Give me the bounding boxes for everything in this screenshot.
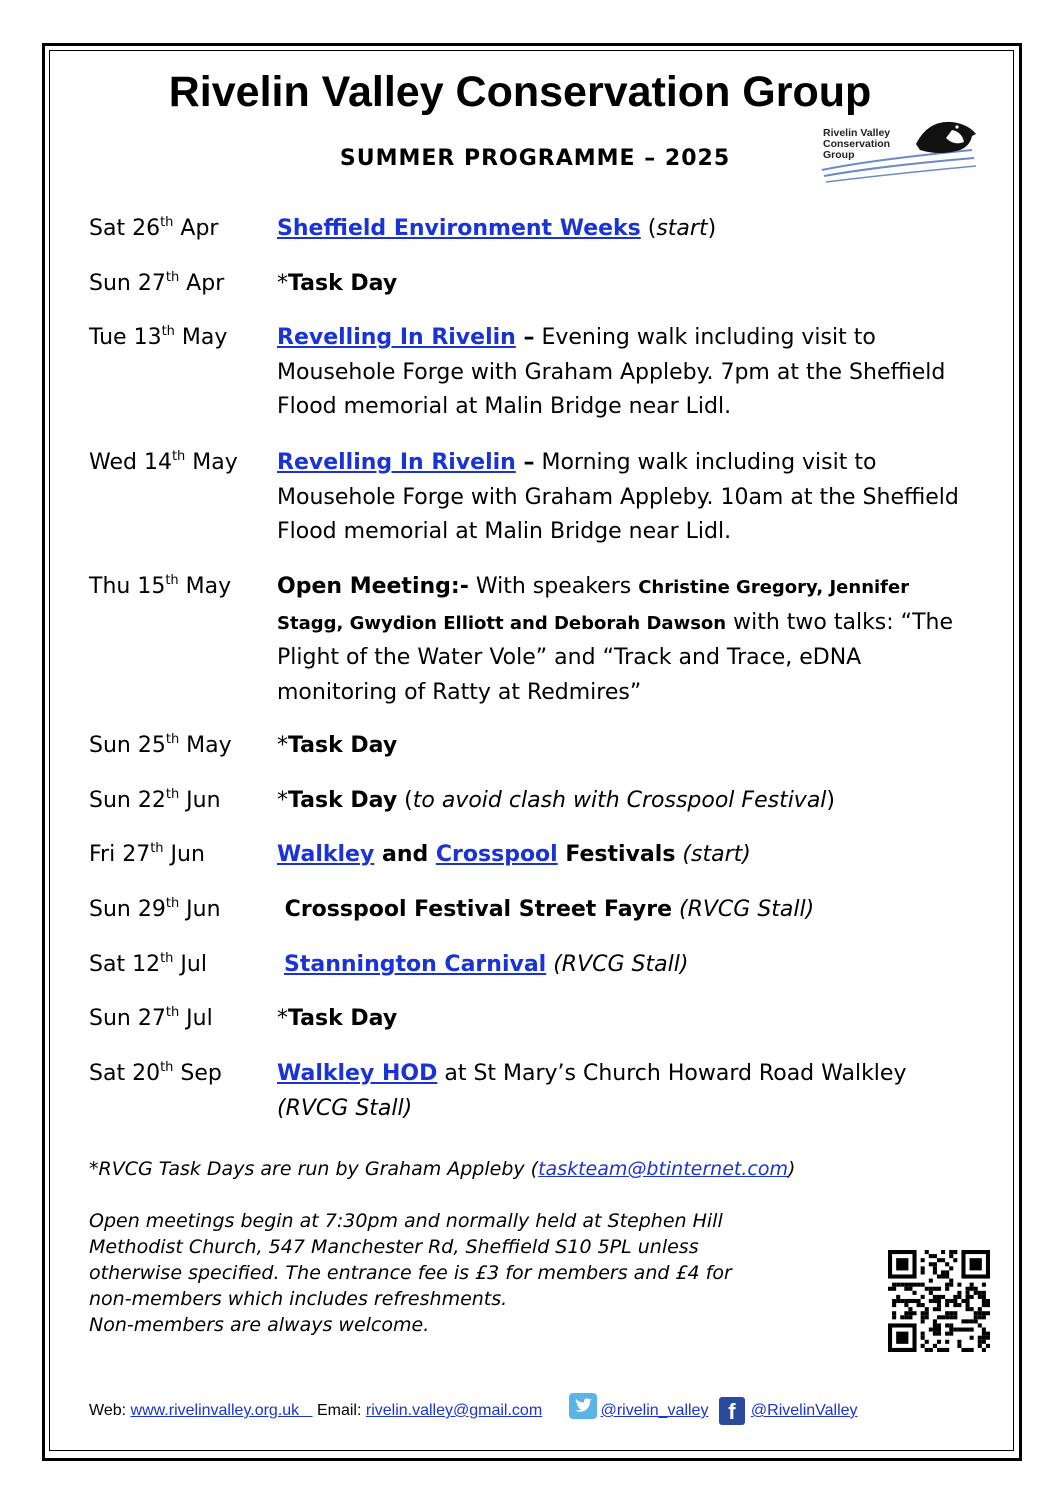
event-day: Sat 26 bbox=[89, 216, 161, 241]
event-link[interactable]: Sheffield Environment Weeks bbox=[277, 216, 641, 241]
event-text: with two talks: “The Plight of the Water Vole” and “Track and Trace, eDNA monitoring of Ratty at Redmires” bbox=[277, 609, 960, 705]
event-link[interactable]: Stannington Carnival bbox=[284, 952, 547, 977]
event-date bbox=[89, 1057, 222, 1092]
event-text: Morning walk including visit to Mousehole Forge with Graham Appleby. 10am at the Sheffield Flood memorial at Malin Bridge near Lidl. bbox=[277, 450, 966, 544]
event-text: ) bbox=[707, 216, 717, 241]
facebook-handle-link[interactable]: @RivelinValley bbox=[750, 1402, 858, 1419]
event-text: Task Day bbox=[288, 733, 398, 758]
event-text: Open Meeting:- bbox=[277, 574, 469, 599]
event-ordinal: th bbox=[160, 215, 174, 230]
event-description bbox=[277, 838, 977, 873]
event-link[interactable]: Walkley bbox=[277, 842, 375, 867]
event-description bbox=[277, 729, 977, 764]
website-link[interactable]: www.rivelinvalley.org.uk bbox=[130, 1402, 313, 1419]
event-date bbox=[89, 1002, 213, 1037]
event-date bbox=[89, 893, 221, 928]
event-description bbox=[277, 570, 977, 710]
event-text: * bbox=[277, 1006, 288, 1031]
open-meetings-note bbox=[89, 1208, 732, 1338]
event-day: Sun 25 bbox=[89, 733, 166, 758]
event-month: May bbox=[185, 450, 238, 475]
event-text: ) bbox=[826, 788, 836, 813]
email-link[interactable]: rivelin.valley@gmail.com bbox=[365, 1402, 543, 1419]
event-ordinal: th bbox=[165, 787, 180, 802]
event-text: and bbox=[374, 842, 436, 867]
event-ordinal: th bbox=[165, 896, 180, 911]
programme-subtitle: SUMMER PROGRAMME – 2025 bbox=[339, 146, 731, 171]
event-ordinal: th bbox=[161, 324, 175, 339]
event-text: * bbox=[277, 733, 288, 758]
event-month: Apr bbox=[179, 271, 225, 296]
event-day: Fri 27 bbox=[89, 842, 151, 867]
event-date bbox=[89, 729, 232, 764]
event-link[interactable]: Revelling In Rivelin bbox=[277, 450, 516, 475]
task-days-close: ) bbox=[787, 1158, 796, 1180]
task-team-email-link[interactable]: taskteam@btinternet.com bbox=[538, 1158, 788, 1180]
open-meetings-line: Non-members are always welcome. bbox=[89, 1314, 430, 1336]
open-meetings-line: non-members which includes refreshments. bbox=[89, 1288, 508, 1310]
open-meetings-line: Methodist Church, 547 Manchester Rd, Sheffield S10 5PL unless bbox=[89, 1236, 699, 1258]
event-text: – bbox=[515, 325, 535, 350]
event-date bbox=[89, 321, 227, 356]
event-text: ( bbox=[640, 216, 657, 241]
event-text: Task Day bbox=[288, 1006, 398, 1031]
page-title: Rivelin Valley Conservation Group bbox=[168, 68, 872, 116]
event-text: Task Day bbox=[288, 271, 398, 296]
event-description bbox=[277, 321, 977, 425]
event-description bbox=[277, 1002, 977, 1037]
event-description bbox=[277, 948, 977, 983]
event-date bbox=[89, 446, 238, 481]
event-ordinal: th bbox=[171, 449, 186, 464]
event-month: Jul bbox=[173, 952, 207, 977]
open-meetings-line: Open meetings begin at 7:30pm and normally held at Stephen Hill bbox=[89, 1210, 723, 1232]
event-text: start bbox=[656, 216, 708, 241]
event-day: Sun 29 bbox=[89, 897, 166, 922]
event-day: Thu 15 bbox=[89, 574, 166, 599]
event-ordinal: th bbox=[165, 573, 179, 588]
event-description bbox=[277, 1057, 977, 1126]
event-text: * bbox=[277, 788, 288, 813]
event-text: (RVCG Stall) bbox=[277, 1095, 413, 1121]
event-description bbox=[277, 446, 977, 550]
event-description bbox=[277, 212, 977, 247]
event-date bbox=[89, 948, 207, 983]
event-text: With speakers bbox=[468, 574, 639, 599]
event-text: – bbox=[515, 450, 535, 475]
event-text: (start) bbox=[675, 842, 751, 867]
event-month: Apr bbox=[173, 216, 219, 241]
qr-code-icon[interactable] bbox=[888, 1250, 990, 1352]
task-days-note bbox=[89, 1156, 795, 1182]
event-day: Sun 27 bbox=[89, 271, 166, 296]
web-label: Web: bbox=[89, 1402, 127, 1419]
open-meetings-line: otherwise specified. The entrance fee is £3 for members and £4 for bbox=[89, 1262, 732, 1284]
event-date bbox=[89, 838, 205, 873]
event-ordinal: th bbox=[160, 951, 174, 966]
logo-line: Group bbox=[823, 149, 855, 161]
event-month: Jun bbox=[163, 842, 205, 867]
event-day: Sun 22 bbox=[89, 788, 166, 813]
email-label: Email: bbox=[316, 1402, 362, 1419]
event-month: Jun bbox=[179, 788, 221, 813]
event-text: to avoid clash with Crosspool Festival bbox=[412, 788, 827, 813]
event-text: Festivals bbox=[557, 842, 676, 867]
event-text bbox=[277, 952, 284, 977]
event-ordinal: th bbox=[165, 732, 180, 747]
event-text: at St Mary’s Church Howard Road Walkley bbox=[437, 1061, 914, 1086]
task-days-text: *RVCG Task Days are run by Graham Appleby ( bbox=[89, 1158, 539, 1180]
twitter-icon[interactable] bbox=[569, 1393, 597, 1419]
logo-line: Rivelin Valley bbox=[823, 127, 891, 139]
event-month: May bbox=[178, 574, 232, 599]
group-logo bbox=[820, 112, 980, 184]
event-date bbox=[89, 784, 221, 819]
event-text: ( bbox=[397, 788, 413, 813]
event-day: Sat 20 bbox=[89, 1061, 161, 1086]
event-text: (RVCG Stall) bbox=[546, 952, 689, 977]
event-day: Sat 12 bbox=[89, 952, 161, 977]
event-day: Tue 13 bbox=[89, 325, 162, 350]
footer-contacts bbox=[89, 1393, 858, 1425]
event-date bbox=[89, 212, 218, 247]
event-day: Sun 27 bbox=[89, 1006, 166, 1031]
event-month: May bbox=[179, 733, 232, 758]
event-link[interactable]: Crosspool bbox=[435, 842, 558, 867]
event-month: Sep bbox=[173, 1061, 222, 1086]
event-day: Wed 14 bbox=[89, 450, 172, 475]
event-text: Christine Gregory, Jennifer Stagg, Gwydion Elliott and Deborah Dawson bbox=[277, 577, 916, 634]
event-text: Task Day bbox=[288, 788, 398, 813]
facebook-icon[interactable]: f bbox=[719, 1397, 745, 1425]
event-text: Crosspool Festival Street Fayre bbox=[277, 897, 672, 922]
event-ordinal: th bbox=[160, 1060, 174, 1075]
event-text: * bbox=[277, 271, 288, 296]
event-text: Evening walk including visit to Mousehole Forge with Graham Appleby. 7pm at the Sheffield Flood memorial at Malin Bridge near Lidl. bbox=[277, 325, 953, 419]
event-text: (RVCG Stall) bbox=[672, 897, 815, 922]
event-link[interactable]: Walkley HOD bbox=[277, 1061, 438, 1086]
event-month: May bbox=[174, 325, 228, 350]
event-ordinal: th bbox=[165, 1005, 180, 1020]
event-month: Jul bbox=[179, 1006, 213, 1031]
event-ordinal: th bbox=[165, 270, 180, 285]
event-description bbox=[277, 784, 977, 819]
event-date bbox=[89, 570, 231, 605]
event-month: Jun bbox=[179, 897, 221, 922]
twitter-handle-link[interactable]: @rivelin_valley bbox=[600, 1402, 709, 1419]
logo-line: Conservation bbox=[823, 138, 891, 150]
event-date bbox=[89, 267, 224, 302]
event-description bbox=[277, 267, 977, 302]
event-ordinal: th bbox=[150, 841, 164, 856]
event-description bbox=[277, 893, 977, 928]
event-link[interactable]: Revelling In Rivelin bbox=[277, 325, 516, 350]
